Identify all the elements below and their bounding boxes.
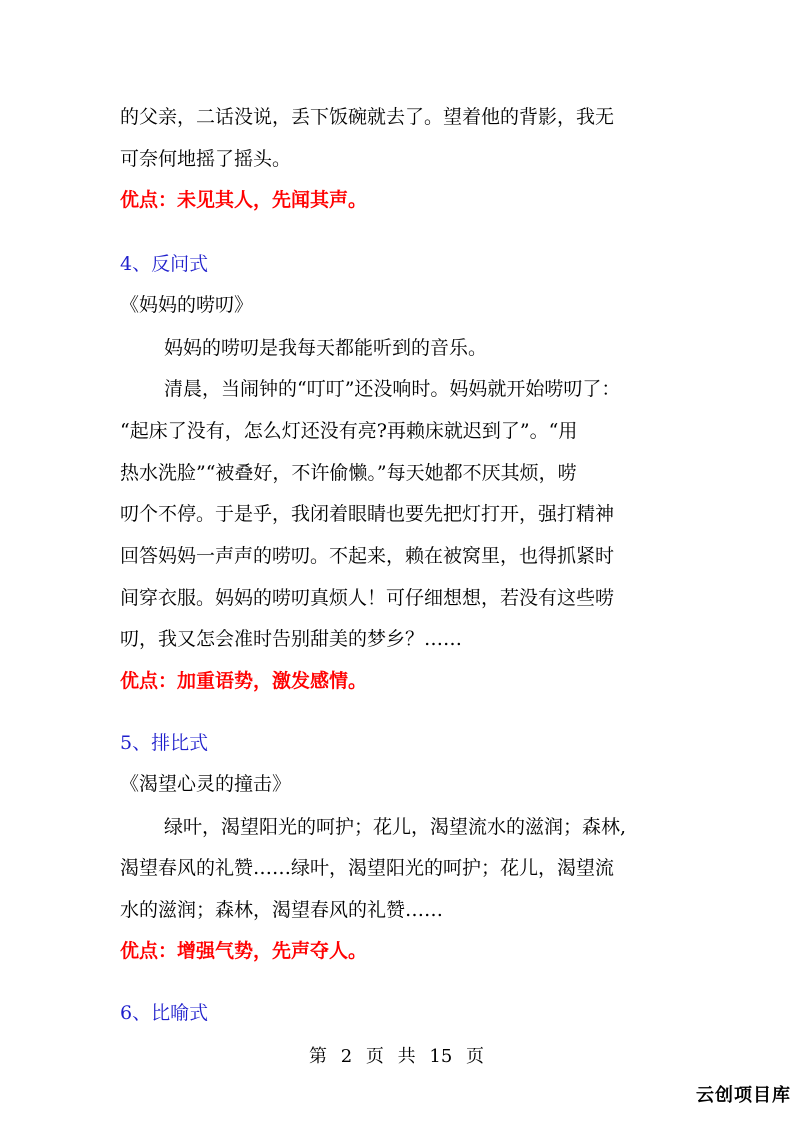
advantage-note: 优点：未见其人，先闻其声。 [120, 189, 368, 211]
advantage-note: 优点：增强气势，先声夺人。 [120, 940, 368, 962]
footer-word: 共 [397, 1046, 416, 1067]
paragraph-line: “起床了没有，怎么灯还没有亮?再赖床就迟到了”。“用 [120, 420, 578, 442]
paragraph-line: 渴望春风的礼赞……绿叶，渴望阳光的呵护；花儿，渴望流 [120, 857, 615, 879]
section-heading-4: 4、反问式 [120, 253, 209, 275]
paragraph-line: 叨，我又怎会准时告别甜美的梦乡？…… [120, 628, 463, 650]
page-footer [0, 1045, 793, 1069]
footer-word: 页 [365, 1046, 384, 1067]
paragraph-line: 的父亲，二话没说，丢下饭碗就去了。望着他的背影，我无 [120, 106, 615, 128]
paragraph-line: 绿叶，渴望阳光的呵护；花儿，渴望流水的滋润；森林, [164, 816, 627, 838]
paragraph-line: 回答妈妈一声声的唠叨。不起来，赖在被窝里，也得抓紧时 [120, 545, 615, 567]
paragraph-line: 间穿衣服。妈妈的唠叨真烦人！可仔细想想，若没有这些唠 [120, 587, 615, 609]
paragraph-line: 妈妈的唠叨是我每天都能听到的音乐。 [164, 337, 488, 359]
paragraph-line: 可奈何地摇了摇头。 [120, 148, 292, 170]
paragraph-line: 叨个不停。于是乎，我闭着眼睛也要先把灯打开，强打精神 [120, 503, 615, 525]
total-pages: 15 [429, 1046, 453, 1067]
section-heading-6: 6、比喻式 [120, 1002, 209, 1024]
essay-title: 《渴望心灵的撞击》 [120, 773, 292, 795]
section-heading-5: 5、排比式 [120, 732, 209, 754]
footer-word: 页 [466, 1046, 485, 1067]
paragraph-line: 清晨，当闹钟的“叮叮”还没响时。妈妈就开始唠叨了： [164, 378, 621, 400]
watermark-text: 云创项目库 [696, 1085, 791, 1106]
paragraph-line: 水的滋润；森林，渴望春风的礼赞…… [120, 899, 444, 921]
page-number: 2 [340, 1046, 353, 1067]
paragraph-line: 热水洗脸”“被叠好，不许偷懒。”每天她都不厌其烦，唠 [120, 462, 577, 484]
footer-word: 第 [308, 1046, 327, 1067]
essay-title: 《妈妈的唠叨》 [120, 294, 254, 316]
advantage-note: 优点：加重语势，激发感情。 [120, 670, 368, 692]
